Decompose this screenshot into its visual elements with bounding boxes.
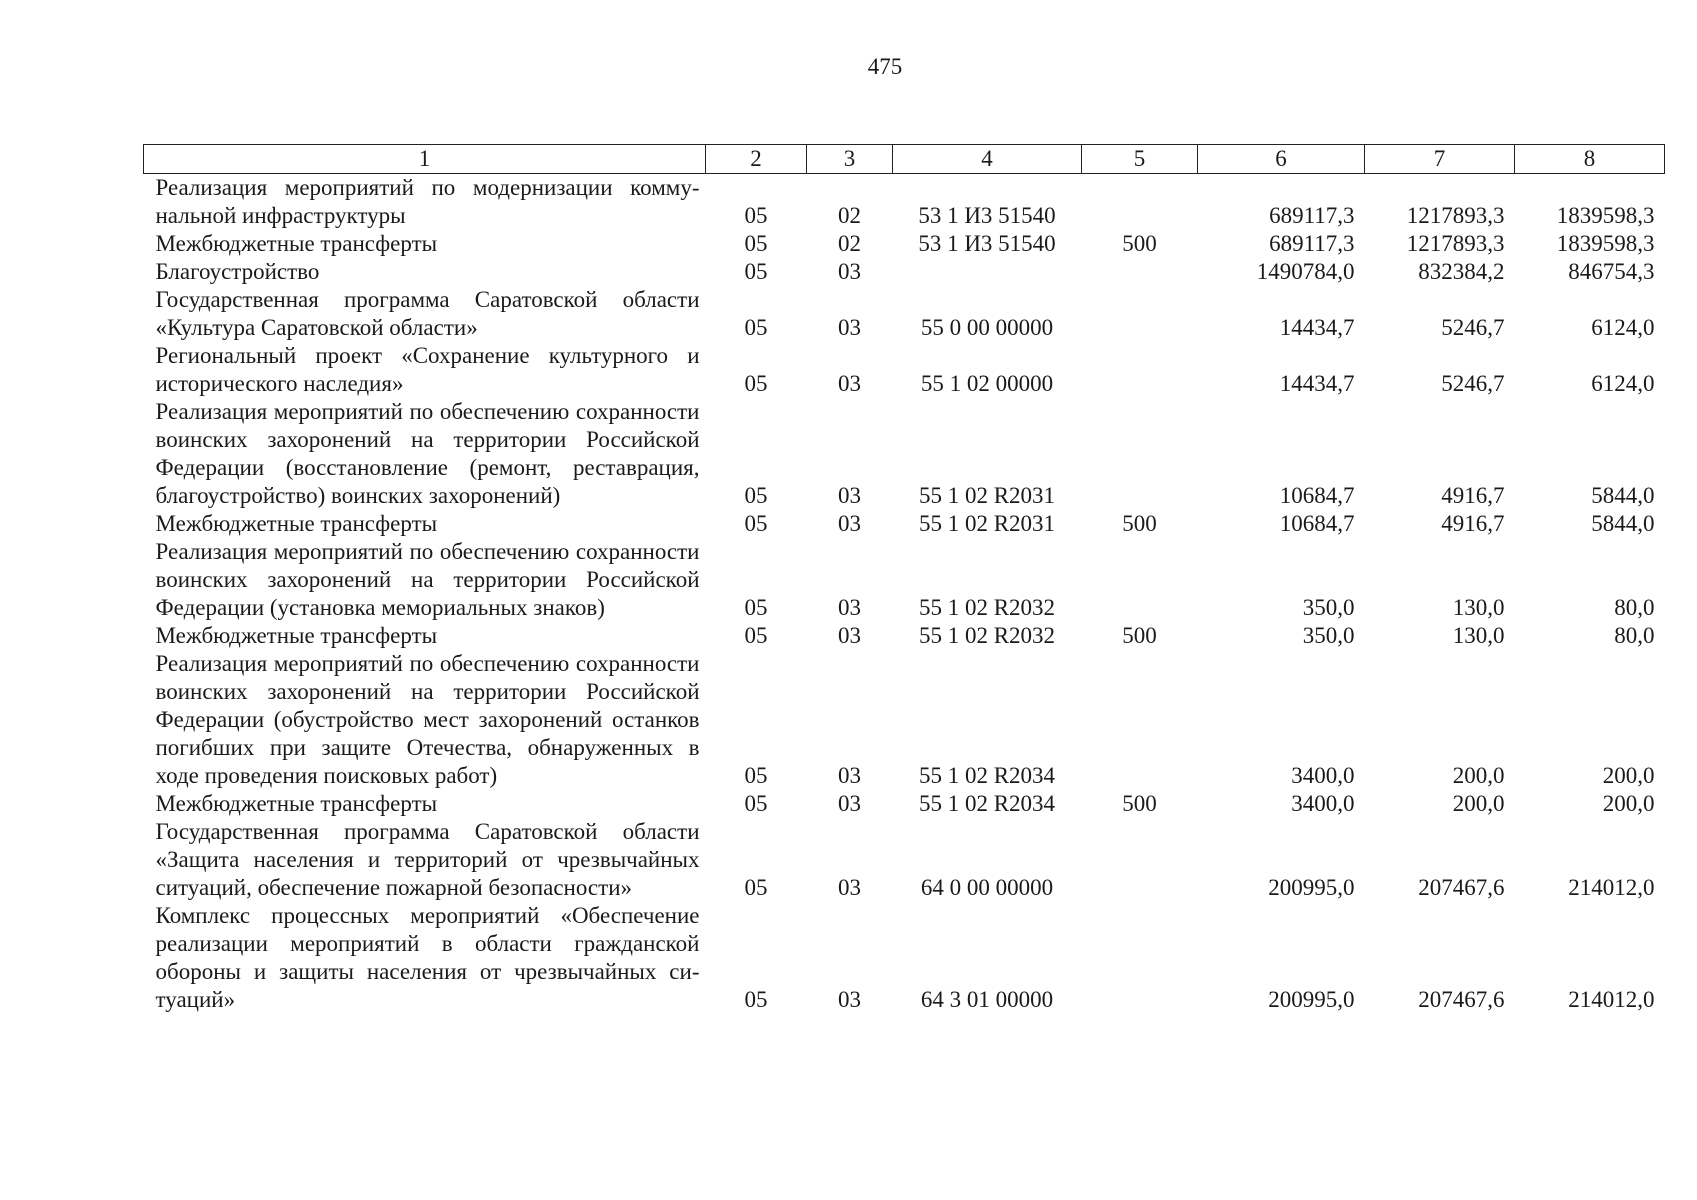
amount-col8-cell: 5844,0: [1591, 511, 1655, 536]
target-article-cell: 55 1 02 R2032: [918, 623, 1056, 648]
amount-col6-cell: 14434,7: [1279, 315, 1355, 340]
amount-col8-cell: 200,0: [1602, 791, 1655, 816]
table-row: [144, 790, 1665, 818]
expense-type-cell: [1082, 902, 1198, 1014]
subsection-code-cell: 03: [838, 875, 861, 900]
target-article-cell: 53 1 И3 51540: [918, 203, 1056, 228]
amount-col8-cell: 214012,0: [1568, 875, 1655, 900]
column-header: 3: [807, 145, 893, 174]
section-code-cell: 05: [744, 315, 768, 340]
target-article-cell: 55 1 02 R2034: [918, 763, 1056, 788]
subsection-code-cell: 02: [838, 203, 861, 228]
amount-col7-cell: 130,0: [1452, 595, 1505, 620]
table-row: [144, 174, 1665, 231]
amount-col6-cell: 14434,7: [1279, 371, 1355, 396]
expense-type-cell: [1082, 286, 1198, 342]
section-code-cell: 05: [744, 763, 768, 788]
amount-col6-cell: 3400,0: [1291, 763, 1355, 788]
column-number-header-row: [144, 145, 1665, 174]
row-name-cell: Межбюджетные трансферты: [155, 791, 438, 816]
table-row: [144, 286, 1665, 342]
section-code-cell: 05: [744, 231, 768, 256]
row-name-cell: Реализация мероприятий по модернизации коммунальной инфраструктуры: [155, 175, 700, 228]
amount-col8-cell: 214012,0: [1568, 987, 1655, 1012]
section-code-cell: 05: [744, 203, 768, 228]
target-article-cell: 64 3 01 00000: [920, 987, 1054, 1012]
expense-type-cell: 500: [1122, 511, 1157, 536]
amount-col6-cell: 689117,3: [1269, 231, 1355, 256]
amount-col7-cell: 832384,2: [1418, 259, 1505, 284]
amount-col6-cell: 10684,7: [1279, 483, 1355, 508]
row-name-cell: Государственная программа Саратовской области «Культура Саратовской области»: [155, 287, 700, 340]
subsection-code-cell: 03: [838, 511, 861, 536]
table-row: [144, 230, 1665, 258]
section-code-cell: 05: [744, 987, 768, 1012]
expense-type-cell: [1082, 342, 1198, 398]
expense-type-cell: 500: [1122, 623, 1157, 648]
amount-col8-cell: 1839598,3: [1556, 231, 1655, 256]
subsection-code-cell: 03: [838, 987, 861, 1012]
amount-col6-cell: 200995,0: [1268, 875, 1355, 900]
row-name-cell: Реализация мероприятий по обеспечению сохранности воинских захоронений на территории Российской Федерации (установка мемориальных знаков): [155, 539, 700, 620]
table-row: [144, 342, 1665, 398]
amount-col7-cell: 200,0: [1452, 791, 1505, 816]
budget-table: [143, 144, 1665, 1014]
table-row: [144, 538, 1665, 622]
amount-col7-cell: 1217893,3: [1406, 203, 1505, 228]
row-name-cell: Комплекс процессных мероприятий «Обеспечение реализации мероприятий в области гражданской обороны и защиты населения от чрезвычайных ситуаций»: [155, 903, 700, 1012]
amount-col6-cell: 200995,0: [1268, 987, 1355, 1012]
amount-col6-cell: 350,0: [1302, 595, 1355, 620]
target-article-cell: 64 0 00 00000: [920, 875, 1054, 900]
section-code-cell: 05: [744, 483, 768, 508]
amount-col7-cell: 5246,7: [1441, 315, 1505, 340]
amount-col8-cell: 80,0: [1614, 623, 1655, 648]
table-row: [144, 622, 1665, 650]
section-code-cell: 05: [744, 371, 768, 396]
expense-type-cell: [1082, 818, 1198, 902]
row-name-cell: Межбюджетные трансферты: [155, 511, 438, 536]
page-number: 475: [867, 54, 903, 79]
amount-col7-cell: 207467,6: [1418, 987, 1505, 1012]
row-name-cell: Государственная программа Саратовской области «Защита населения и территорий от чрезвычайных ситуаций, обеспечение пожарной безопасности»: [155, 819, 700, 900]
section-code-cell: 05: [744, 875, 768, 900]
section-code-cell: 05: [744, 791, 768, 816]
table-row: [144, 258, 1665, 286]
section-code-cell: 05: [744, 623, 768, 648]
target-article-cell: [893, 258, 1082, 286]
column-header: 4: [893, 145, 1082, 174]
subsection-code-cell: 03: [838, 763, 861, 788]
row-name-cell: Региональный проект «Сохранение культурного и исторического наследия»: [155, 343, 700, 396]
amount-col8-cell: 5844,0: [1591, 483, 1655, 508]
section-code-cell: 05: [744, 259, 768, 284]
amount-col7-cell: 1217893,3: [1406, 231, 1505, 256]
subsection-code-cell: 03: [838, 371, 861, 396]
subsection-code-cell: 03: [838, 791, 861, 816]
amount-col7-cell: 130,0: [1452, 623, 1505, 648]
expense-type-cell: [1082, 538, 1198, 622]
amount-col8-cell: 80,0: [1614, 595, 1655, 620]
table-row: [144, 902, 1665, 1014]
amount-col8-cell: 200,0: [1602, 763, 1655, 788]
amount-col7-cell: 4916,7: [1441, 483, 1505, 508]
section-code-cell: 05: [744, 595, 768, 620]
column-header: 8: [1515, 145, 1665, 174]
column-header: 5: [1082, 145, 1198, 174]
subsection-code-cell: 03: [838, 595, 861, 620]
column-header: 1: [144, 145, 706, 174]
row-name-cell: Благоустройство: [155, 259, 320, 284]
amount-col7-cell: 207467,6: [1418, 875, 1505, 900]
amount-col7-cell: 4916,7: [1441, 511, 1505, 536]
table-row: [144, 650, 1665, 790]
target-article-cell: 53 1 И3 51540: [918, 231, 1056, 256]
amount-col8-cell: 1839598,3: [1556, 203, 1655, 228]
amount-col8-cell: 6124,0: [1591, 371, 1655, 396]
amount-col8-cell: 6124,0: [1591, 315, 1655, 340]
amount-col6-cell: 10684,7: [1279, 511, 1355, 536]
subsection-code-cell: 03: [838, 259, 861, 284]
section-code-cell: 05: [744, 511, 768, 536]
column-header: 2: [706, 145, 807, 174]
amount-col6-cell: 1490784,0: [1256, 259, 1355, 284]
expense-type-cell: 500: [1122, 231, 1157, 256]
target-article-cell: 55 1 02 R2031: [918, 483, 1056, 508]
amount-col6-cell: 689117,3: [1269, 203, 1355, 228]
subsection-code-cell: 02: [838, 231, 861, 256]
amount-col8-cell: 846754,3: [1568, 259, 1655, 284]
column-header: 7: [1365, 145, 1515, 174]
expense-type-cell: [1082, 398, 1198, 510]
amount-col6-cell: 350,0: [1302, 623, 1355, 648]
table-row: [144, 398, 1665, 510]
target-article-cell: 55 0 00 00000: [920, 315, 1054, 340]
row-name-cell: Реализация мероприятий по обеспечению сохранности воинских захоронений на территории Российской Федерации (восстановление (ремонт, реставрация, благоустройство) воинских захоронений): [155, 399, 700, 508]
expense-type-cell: [1082, 174, 1198, 231]
expense-type-cell: [1082, 258, 1198, 286]
target-article-cell: 55 1 02 00000: [920, 371, 1054, 396]
row-name-cell: Реализация мероприятий по обеспечению сохранности воинских захоронений на территории Российской Федерации (обустройство мест захоронений останков погибших при защите Отечества, обнаруженных в ходе проведения поисковых работ): [155, 651, 700, 788]
column-header: 6: [1198, 145, 1365, 174]
amount-col7-cell: 5246,7: [1441, 371, 1505, 396]
target-article-cell: 55 1 02 R2034: [918, 791, 1056, 816]
target-article-cell: 55 1 02 R2032: [918, 595, 1056, 620]
subsection-code-cell: 03: [838, 315, 861, 340]
target-article-cell: 55 1 02 R2031: [918, 511, 1056, 536]
row-name-cell: Межбюджетные трансферты: [155, 623, 438, 648]
amount-col7-cell: 200,0: [1452, 763, 1505, 788]
expense-type-cell: [1082, 650, 1198, 790]
table-row: [144, 818, 1665, 902]
row-name-cell: Межбюджетные трансферты: [155, 231, 438, 256]
amount-col6-cell: 3400,0: [1291, 791, 1355, 816]
expense-type-cell: 500: [1122, 791, 1157, 816]
table-row: [144, 510, 1665, 538]
subsection-code-cell: 03: [838, 483, 861, 508]
subsection-code-cell: 03: [838, 623, 861, 648]
